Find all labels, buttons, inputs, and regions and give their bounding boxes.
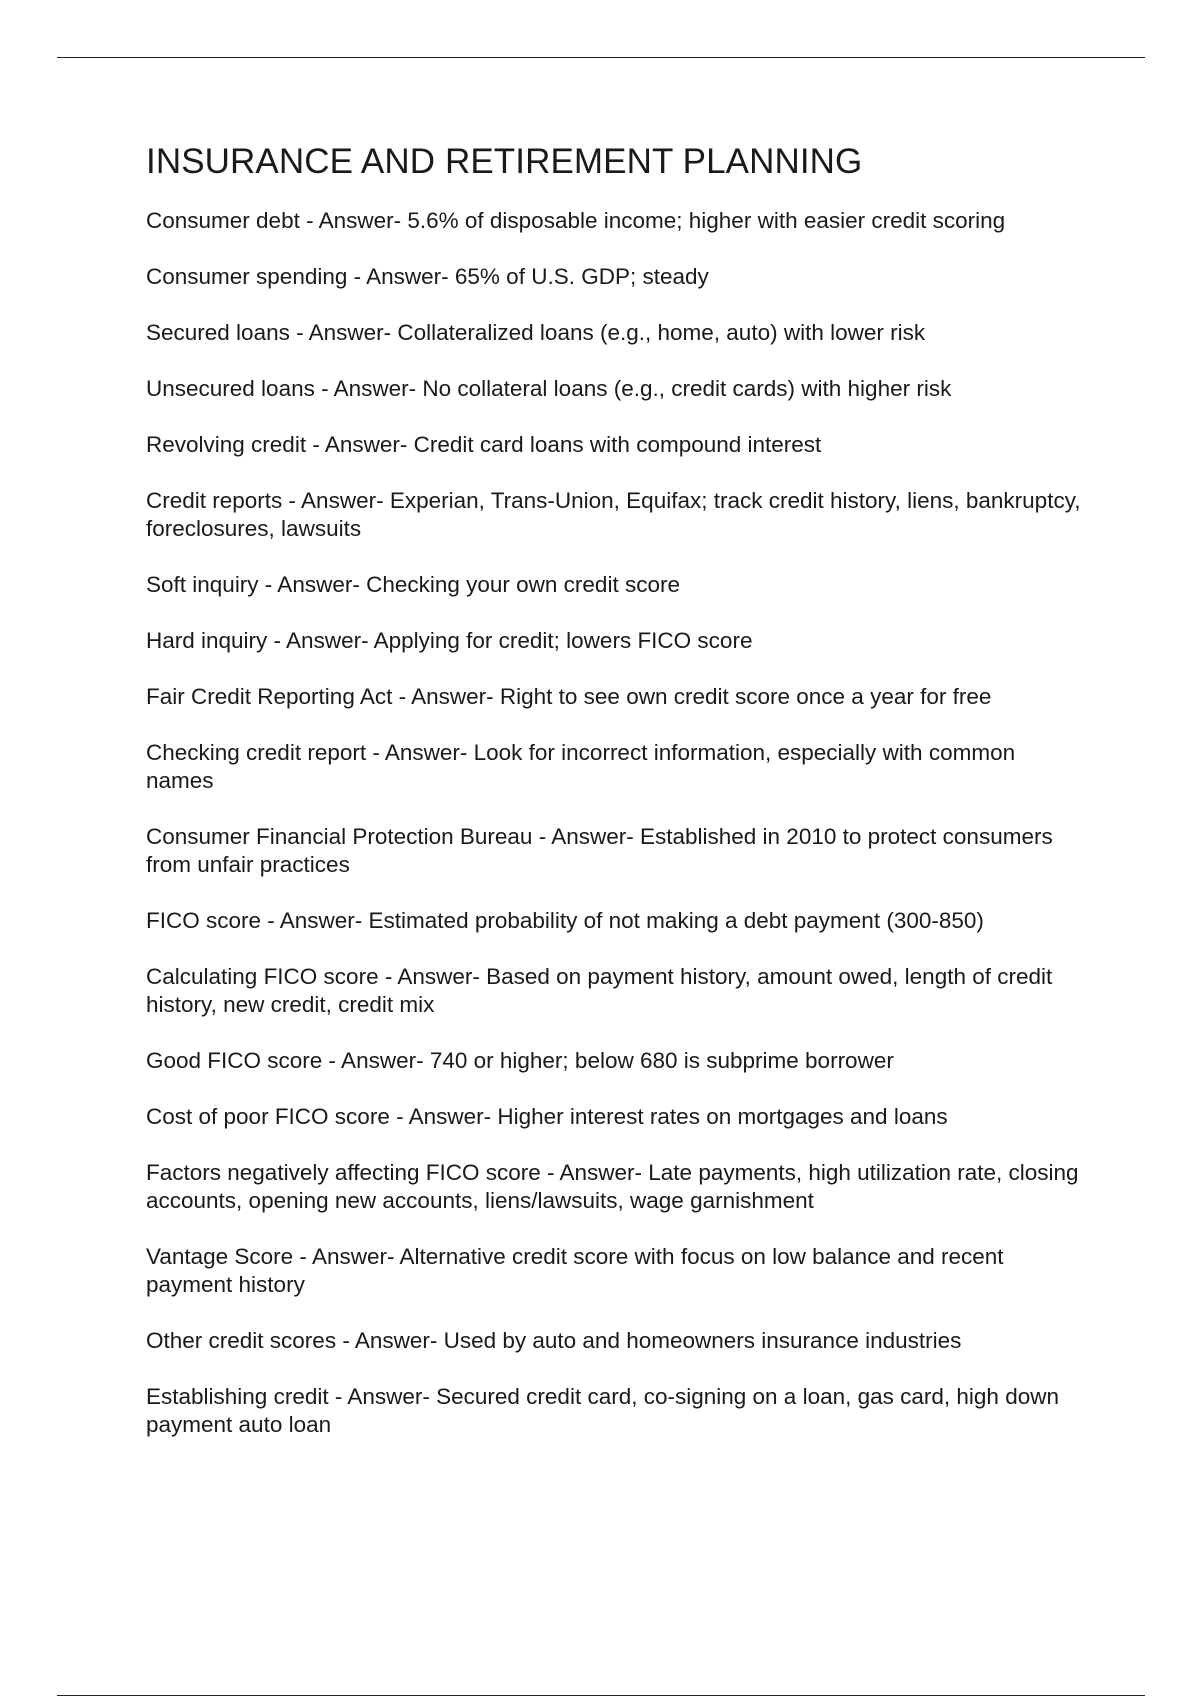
entry-factors-negatively-affecting-fico: Factors negatively affecting FICO score - Answer- Late payments, high utilization rate, closing accounts, opening new accounts, liens/lawsuits, wage garnishment — [146, 1160, 1079, 1213]
entry-fair-credit-reporting-act: Fair Credit Reporting Act - Answer- Right to see own credit score once a year for free — [146, 684, 992, 709]
document-body — [146, 142, 1086, 1467]
bottom-divider — [57, 1695, 1145, 1696]
entry-cost-of-poor-fico-score: Cost of poor FICO score - Answer- Higher interest rates on mortgages and loans — [146, 1104, 948, 1129]
entry-soft-inquiry: Soft inquiry - Answer- Checking your own credit score — [146, 572, 680, 597]
entry-consumer-spending: Consumer spending - Answer- 65% of U.S. GDP; steady — [146, 264, 709, 289]
entry-other-credit-scores: Other credit scores - Answer- Used by auto and homeowners insurance industries — [146, 1328, 962, 1353]
top-divider — [57, 57, 1145, 58]
entry-secured-loans: Secured loans - Answer- Collateralized loans (e.g., home, auto) with lower risk — [146, 320, 926, 345]
entry-fico-score: FICO score - Answer- Estimated probability of not making a debt payment (300-850) — [146, 908, 984, 933]
document-title: INSURANCE AND RETIREMENT PLANNING — [146, 142, 863, 181]
entry-checking-credit-report: Checking credit report - Answer- Look for incorrect information, especially with common names — [146, 740, 1016, 793]
entry-establishing-credit: Establishing credit - Answer- Secured credit card, co-signing on a loan, gas card, high down payment auto loan — [146, 1384, 1059, 1437]
entry-unsecured-loans: Unsecured loans - Answer- No collateral loans (e.g., credit cards) with higher risk — [146, 376, 952, 401]
entry-calculating-fico-score: Calculating FICO score - Answer- Based on payment history, amount owed, length of credit history, new credit, credit mix — [146, 964, 1053, 1017]
entry-revolving-credit: Revolving credit - Answer- Credit card loans with compound interest — [146, 432, 822, 457]
entry-hard-inquiry: Hard inquiry - Answer- Applying for credit; lowers FICO score — [146, 628, 753, 653]
entry-good-fico-score: Good FICO score - Answer- 740 or higher; below 680 is subprime borrower — [146, 1048, 894, 1073]
entry-vantage-score: Vantage Score - Answer- Alternative credit score with focus on low balance and recent payment history — [146, 1244, 1004, 1297]
entry-cfpb: Consumer Financial Protection Bureau - Answer- Established in 2010 to protect consumers from unfair practices — [146, 824, 1053, 877]
entry-credit-reports: Credit reports - Answer- Experian, Trans-Union, Equifax; track credit history, liens, bankruptcy, foreclosures, lawsuits — [146, 488, 1081, 541]
entry-consumer-debt: Consumer debt - Answer- 5.6% of disposable income; higher with easier credit scoring — [146, 208, 1006, 233]
